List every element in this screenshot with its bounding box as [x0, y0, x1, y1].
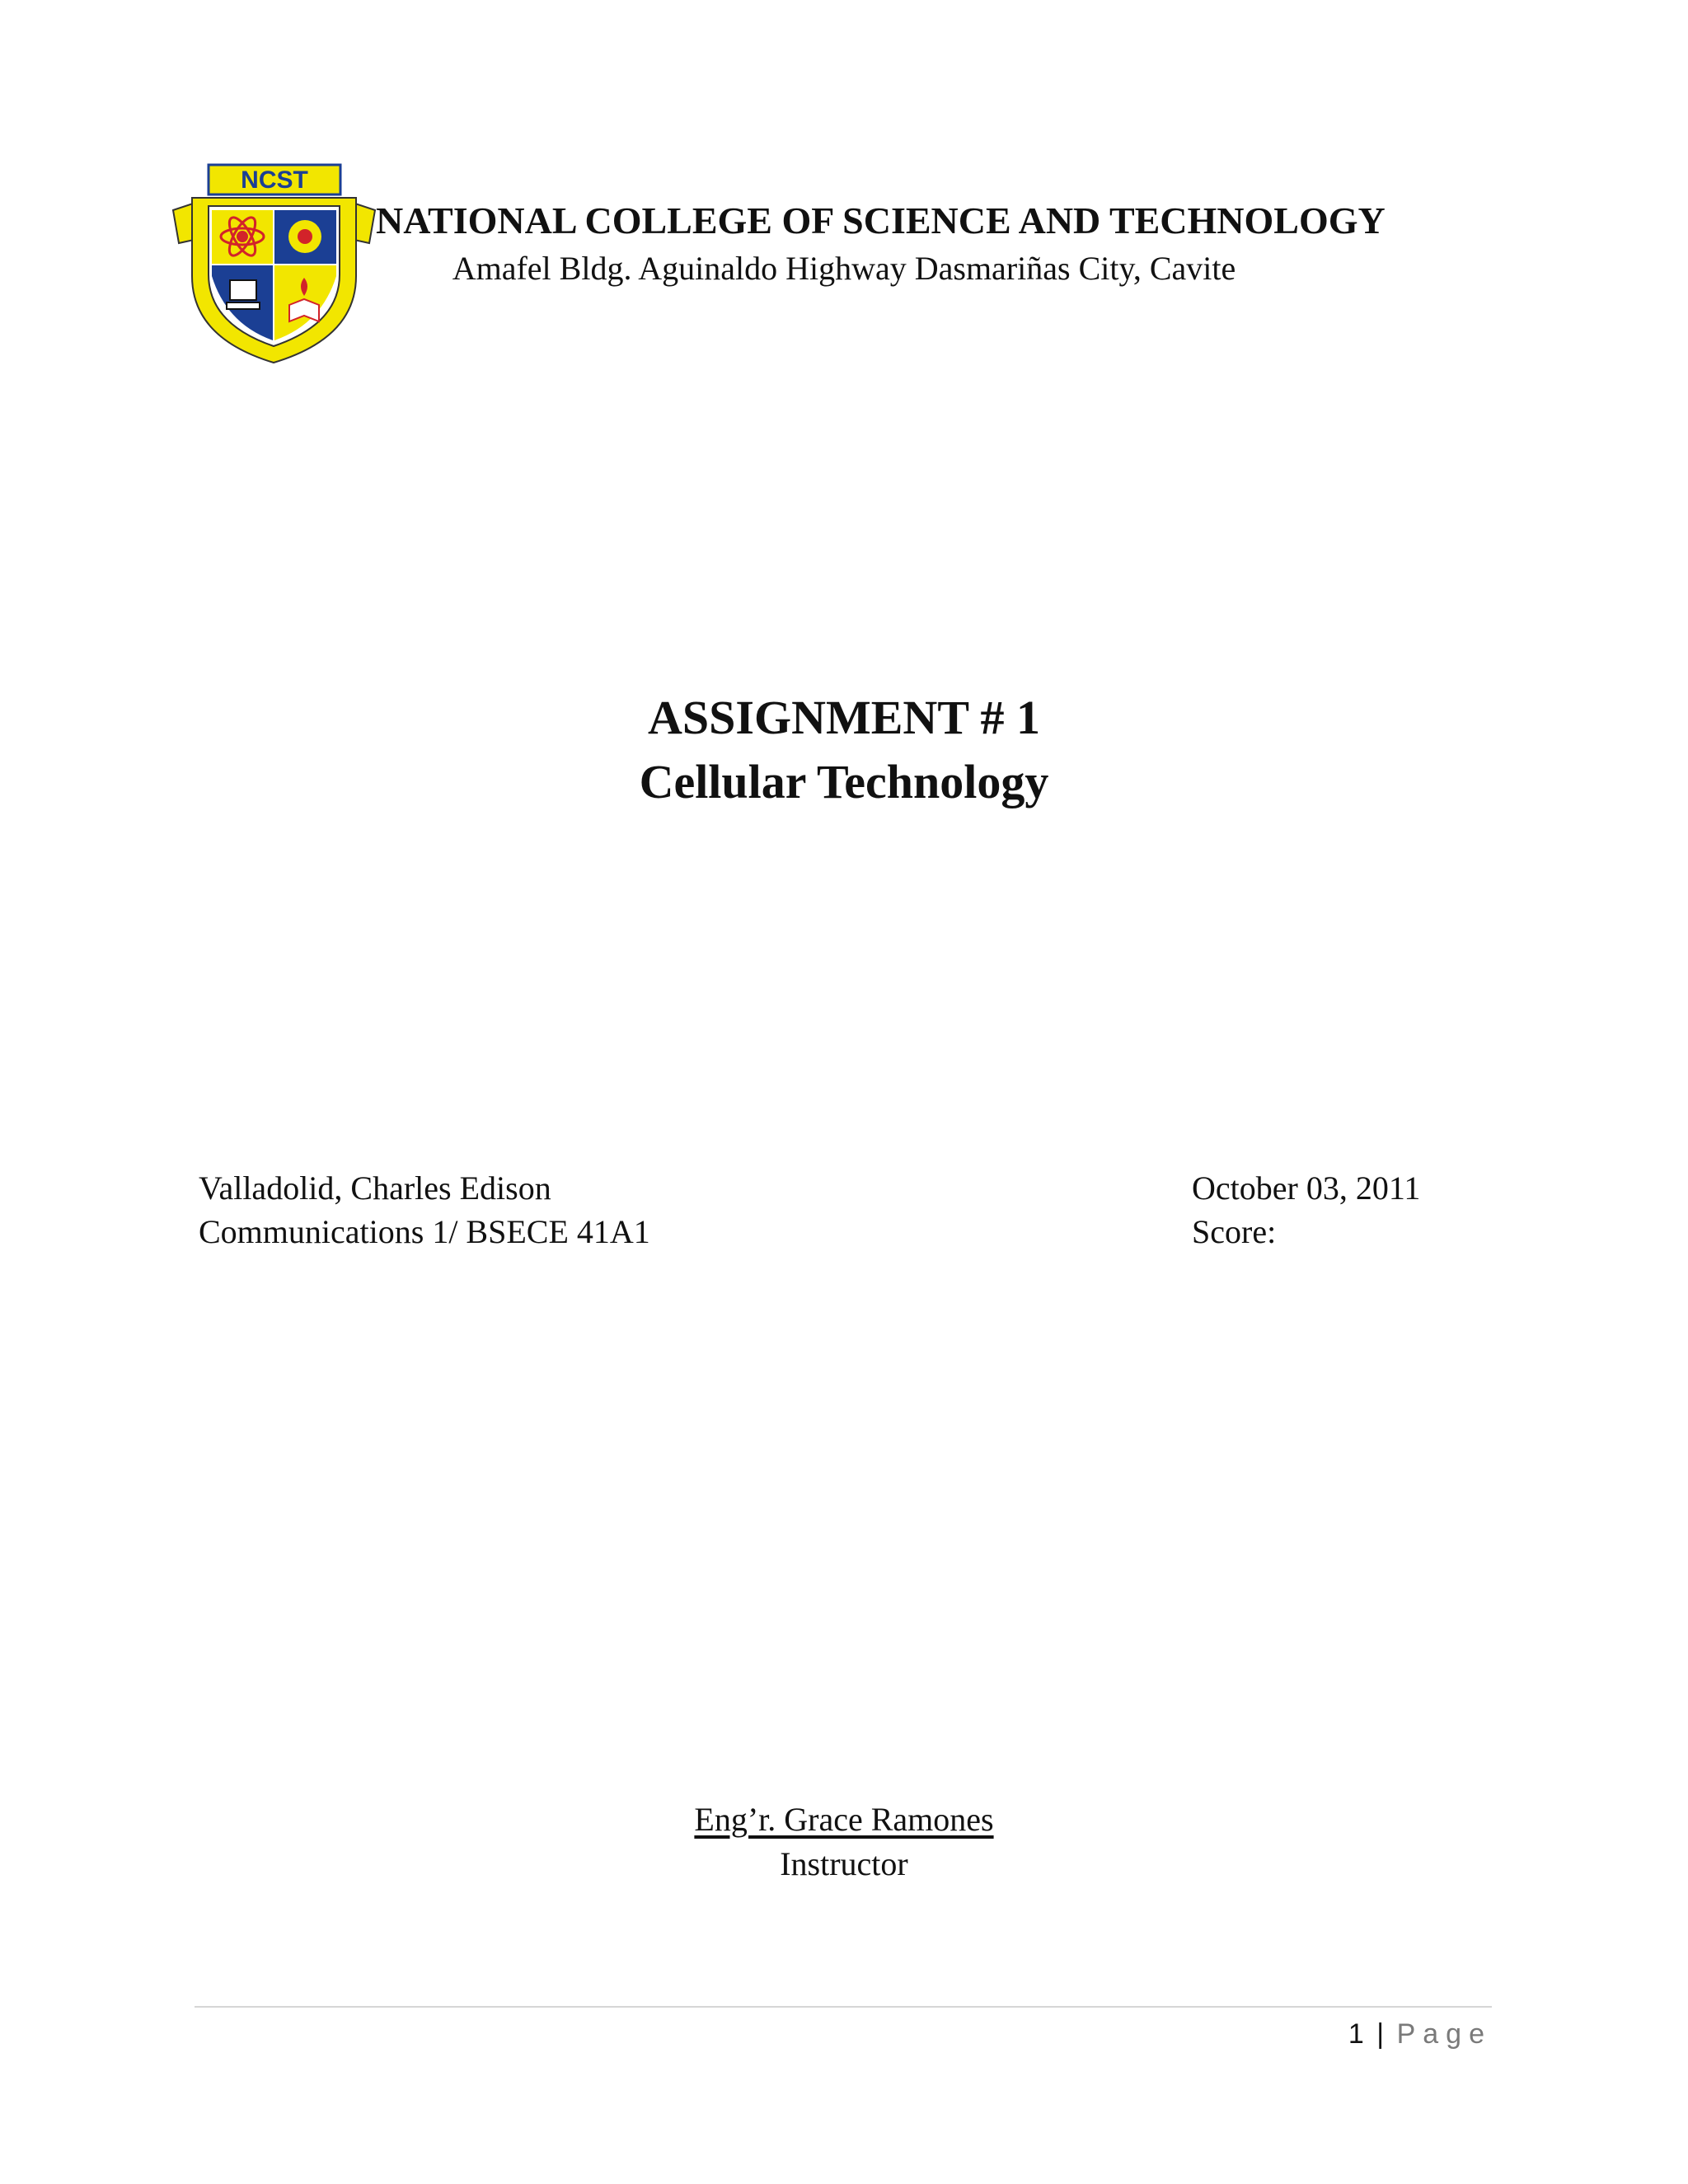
assignment-subject: Cellular Technology — [639, 755, 1049, 808]
instructor-name: Eng’r. Grace Ramones — [694, 1801, 994, 1838]
college-name: NATIONAL COLLEGE OF SCIENCE AND TECHNOLOGY — [376, 199, 1386, 241]
page-separator: | — [1376, 2018, 1385, 2050]
page-label: Page — [1396, 2018, 1492, 2050]
instructor-role: Instructor — [780, 1845, 908, 1882]
student-name: Valladolid, Charles Edison — [199, 1169, 551, 1207]
page-number: 1 — [1348, 2018, 1364, 2050]
assignment-title: ASSIGNMENT # 1 — [648, 691, 1040, 744]
college-address: Amafel Bldg. Aguinaldo Highway Dasmariñas City, Cavite — [452, 250, 1236, 287]
submission-date: October 03, 2011 — [1192, 1169, 1421, 1207]
page-footer — [1348, 2011, 1492, 2057]
logo-text: NCST — [241, 166, 308, 194]
footer-divider — [195, 2006, 1492, 2008]
score-label: Score: — [1192, 1213, 1277, 1250]
course-section: Communications 1/ BSECE 41A1 — [199, 1213, 650, 1250]
